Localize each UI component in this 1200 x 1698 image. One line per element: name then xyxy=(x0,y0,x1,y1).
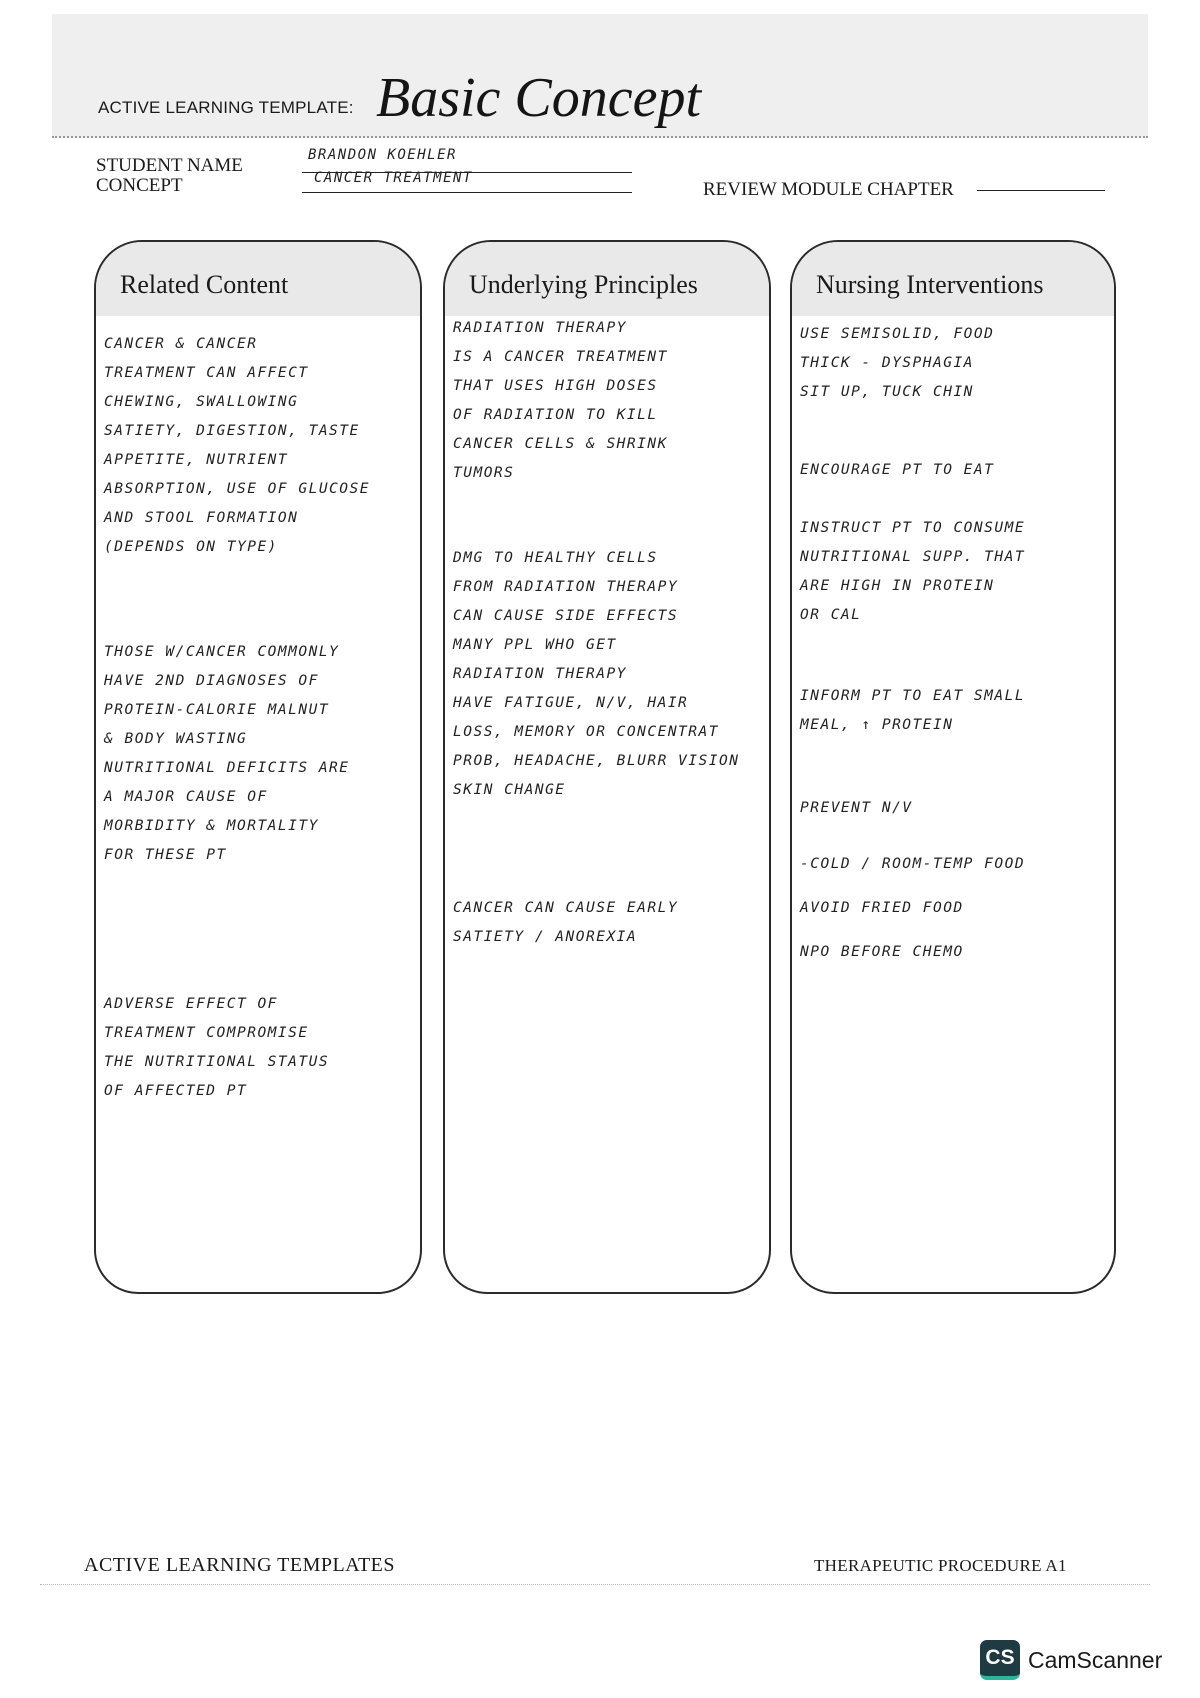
underlying-principles-note: RADIATION THERAPY IS A CANCER TREATMENT THAT USES HIGH DOSES OF RADIATION TO KILL CANCER CELLS & SHRINK TUMORS xyxy=(453,320,668,481)
nursing-interventions-note: INFORM PT TO EAT SMALL MEAL, ↑ PROTEIN xyxy=(800,688,1026,733)
template-label: ACTIVE LEARNING TEMPLATE: xyxy=(98,98,354,117)
underlying-principles-note: DMG TO HEALTHY CELLS FROM RADIATION THERAPY CAN CAUSE SIDE EFFECTS MANY PPL WHO GET RADIATION THERAPY HAVE FATIGUE, N/V, HAIR LOSS, MEMORY OR CONCENTRAT PROB, HEADACHE, BLURR VISION SKIN CHANGE xyxy=(453,550,740,798)
related-content-note: THOSE W/CANCER COMMONLY HAVE 2ND DIAGNOSES OF PROTEIN-CALORIE MALNUT & BODY WASTING NUTRITIONAL DEFICITS ARE A MAJOR CAUSE OF MORBIDITY & MORTALITY FOR THESE PT xyxy=(104,644,350,863)
camscanner-label: CamScanner xyxy=(1028,1646,1163,1673)
nursing-interventions-note: USE SEMISOLID, FOOD THICK - DYSPHAGIA SIT UP, TUCK CHIN xyxy=(800,326,995,400)
related-content-note: CANCER & CANCER TREATMENT CAN AFFECT CHEWING, SWALLOWING SATIETY, DIGESTION, TASTE APPETITE, NUTRIENT ABSORPTION, USE OF GLUCOSE AND STOOL FORMATION (DEPENDS ON TYPE) xyxy=(104,336,370,555)
footer-right: THERAPEUTIC PROCEDURE A1 xyxy=(814,1556,1067,1575)
nursing-interventions-heading: Nursing Interventions xyxy=(792,242,1114,316)
page-title: Basic Concept xyxy=(376,67,702,129)
footer-left: ACTIVE LEARNING TEMPLATES xyxy=(84,1554,396,1576)
nursing-interventions-column xyxy=(790,240,1116,1294)
related-content-heading: Related Content xyxy=(96,242,420,316)
concept-line xyxy=(302,192,632,193)
nursing-interventions-note: ENCOURAGE PT TO EAT xyxy=(800,462,995,478)
camscanner-watermark xyxy=(980,1640,1162,1680)
related-content-note: ADVERSE EFFECT OF TREATMENT COMPROMISE THE NUTRITIONAL STATUS OF AFFECTED PT xyxy=(104,996,330,1099)
review-module-line xyxy=(977,190,1105,191)
camscanner-logo-icon: CS xyxy=(980,1640,1020,1680)
concept-value: CANCER TREATMENT xyxy=(314,170,473,186)
nursing-interventions-note: INSTRUCT PT TO CONSUME NUTRITIONAL SUPP. THAT ARE HIGH IN PROTEIN OR CAL xyxy=(800,520,1026,623)
nursing-interventions-note: -COLD / ROOM-TEMP FOOD xyxy=(800,856,1026,872)
nursing-interventions-note: AVOID FRIED FOOD xyxy=(800,900,964,916)
underlying-principles-note: CANCER CAN CAUSE EARLY SATIETY / ANOREXIA xyxy=(453,900,679,945)
review-module-label: REVIEW MODULE CHAPTER xyxy=(703,179,954,200)
related-content-column xyxy=(94,240,422,1294)
nursing-interventions-note: NPO BEFORE CHEMO xyxy=(800,944,964,960)
footer-rule xyxy=(40,1584,1150,1585)
nursing-interventions-note: PREVENT N/V xyxy=(800,800,913,816)
student-name-value: BRANDON KOEHLER xyxy=(308,147,457,163)
student-name-label: STUDENT NAME xyxy=(96,155,243,176)
underlying-principles-heading: Underlying Principles xyxy=(445,242,769,316)
concept-label: CONCEPT xyxy=(96,175,183,196)
underlying-principles-column xyxy=(443,240,771,1294)
